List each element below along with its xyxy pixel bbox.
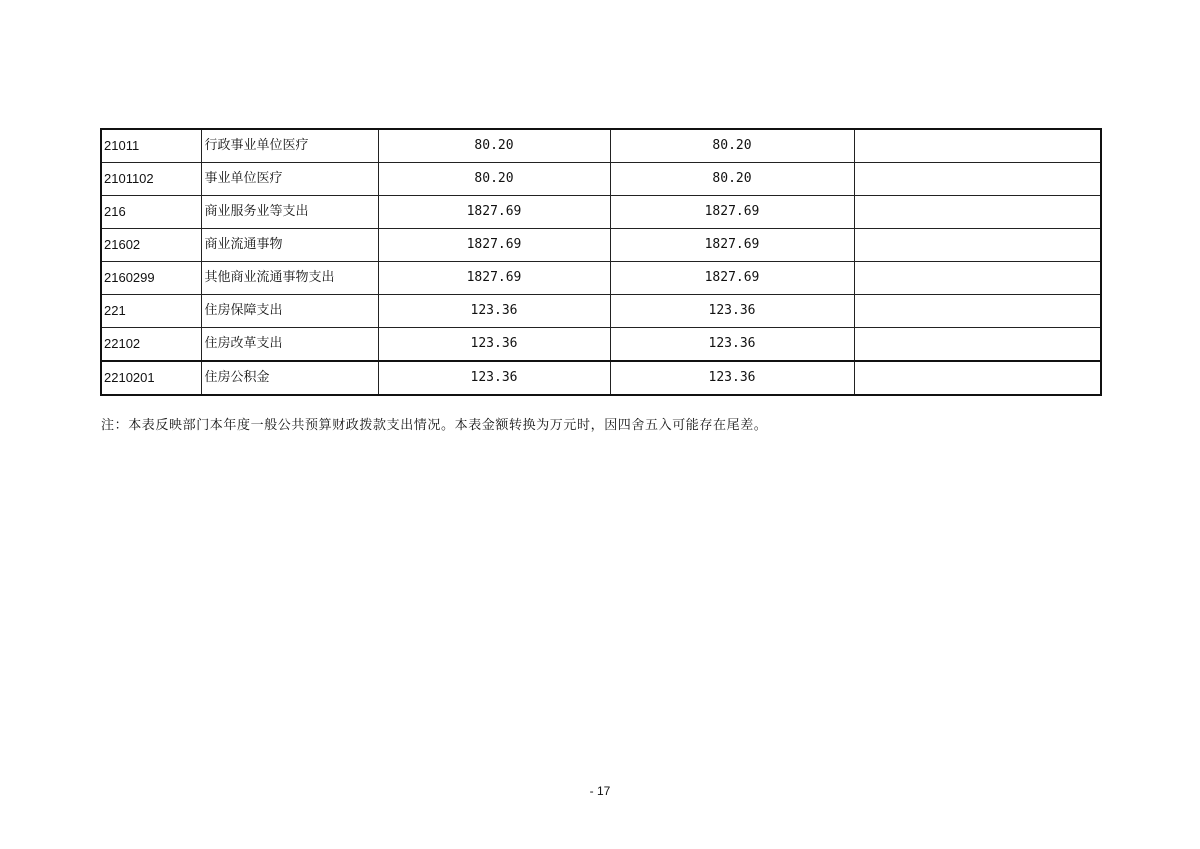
subject-code-cell: 2210201 (101, 361, 201, 395)
table-row (101, 361, 1101, 395)
budget-table (100, 128, 1102, 396)
amount-cell: 123.36 (610, 328, 854, 362)
amount-cell: 1827.69 (378, 196, 610, 229)
subject-name-cell: 事业单位医疗 (201, 163, 378, 196)
subject-name-cell: 商业服务业等支出 (201, 196, 378, 229)
subject-name-cell: 商业流通事物 (201, 229, 378, 262)
amount-cell: 80.20 (378, 163, 610, 196)
amount-cell: 123.36 (378, 295, 610, 328)
amount-cell: 1827.69 (610, 262, 854, 295)
amount-cell: 1827.69 (378, 262, 610, 295)
table-row (101, 229, 1101, 262)
table-row (101, 129, 1101, 163)
table-row (101, 328, 1101, 362)
subject-code-cell: 21011 (101, 129, 201, 163)
table-footnote: 注：本表反映部门本年度一般公共预算财政拨款支出情况。本表金额转换为万元时，因四舍五入可能存在尾差。 (101, 418, 768, 433)
subject-code-cell: 221 (101, 295, 201, 328)
empty-cell (854, 361, 1101, 395)
subject-name-cell: 住房改革支出 (201, 328, 378, 362)
amount-cell: 123.36 (610, 361, 854, 395)
amount-cell: 123.36 (610, 295, 854, 328)
table-row (101, 163, 1101, 196)
table-row (101, 295, 1101, 328)
amount-cell: 123.36 (378, 328, 610, 362)
amount-cell: 1827.69 (610, 196, 854, 229)
subject-code-cell: 22102 (101, 328, 201, 362)
amount-cell: 1827.69 (610, 229, 854, 262)
table-row (101, 262, 1101, 295)
subject-name-cell: 行政事业单位医疗 (201, 129, 378, 163)
amount-cell: 80.20 (610, 163, 854, 196)
subject-name-cell: 住房保障支出 (201, 295, 378, 328)
subject-code-cell: 21602 (101, 229, 201, 262)
empty-cell (854, 163, 1101, 196)
subject-code-cell: 2101102 (101, 163, 201, 196)
subject-code-cell: 2160299 (101, 262, 201, 295)
empty-cell (854, 328, 1101, 362)
subject-name-cell: 住房公积金 (201, 361, 378, 395)
empty-cell (854, 196, 1101, 229)
amount-cell: 1827.69 (378, 229, 610, 262)
page-number: - 17 (589, 784, 611, 798)
subject-name-cell: 其他商业流通事物支出 (201, 262, 378, 295)
amount-cell: 80.20 (610, 129, 854, 163)
subject-code-cell: 216 (101, 196, 201, 229)
table-row (101, 196, 1101, 229)
empty-cell (854, 129, 1101, 163)
amount-cell: 123.36 (378, 361, 610, 395)
empty-cell (854, 229, 1101, 262)
empty-cell (854, 295, 1101, 328)
empty-cell (854, 262, 1101, 295)
amount-cell: 80.20 (378, 129, 610, 163)
